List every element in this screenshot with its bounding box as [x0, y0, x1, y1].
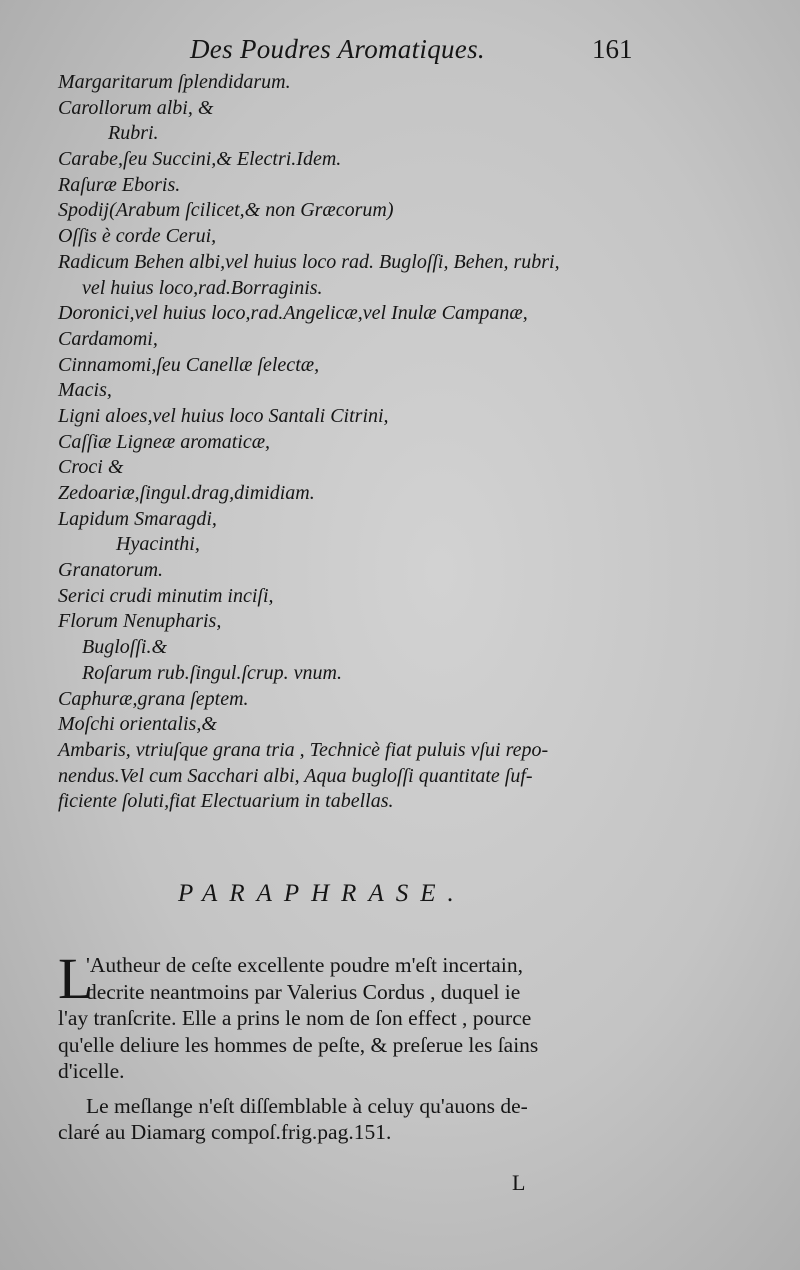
- recipe-line: vel huius loco,rad.Borraginis.: [82, 276, 323, 299]
- paragraph-line: claré au Diamarg compoſ.frig.pag.151.: [58, 1120, 392, 1144]
- recipe-line: Oſſis è corde Cerui,: [58, 225, 217, 248]
- recipe-line: Raſuræ Eboris.: [58, 173, 181, 196]
- recipe-line: Cinnamomi,ſeu Canellæ ſelectæ,: [58, 353, 320, 376]
- section-heading: PARAPHRASE.: [178, 880, 466, 907]
- recipe-line: Radicum Behen albi,vel huius loco rad. Bugloſſi, Behen, rubri,: [58, 250, 560, 273]
- recipe-line: Caphuræ,grana ſeptem.: [58, 687, 249, 710]
- recipe-line: Zedoariæ,ſingul.drag,dimidiam.: [58, 482, 315, 504]
- recipe-line: Hyacinthi,: [116, 533, 200, 556]
- recipe-line: Croci &: [58, 456, 124, 479]
- recipe-line: Roſarum rub.ſingul.ſcrup. vnum.: [82, 661, 342, 684]
- signature-mark: L: [512, 1170, 526, 1195]
- drop-cap: L: [58, 946, 94, 1011]
- recipe-line: Bugloſſi.&: [82, 636, 167, 659]
- recipe-line: Serici crudi minutim inciſi,: [58, 584, 274, 607]
- paragraph-line: 'Autheur de ceſte excellente poudre m'eſt incertain,: [86, 953, 523, 977]
- paragraph-line: Le meſlange n'eſt diſſemblable à celuy qu'auons de-: [86, 1093, 528, 1118]
- recipe-line: Caſſiæ Ligneæ aromaticæ,: [58, 430, 271, 453]
- recipe-line: Doronici,vel huius loco,rad.Angelicæ,vel Inulæ Campanæ,: [58, 302, 528, 325]
- paragraph-line: d'icelle.: [58, 1059, 125, 1083]
- paragraph-line: qu'elle deliure les hommes de peſte, & preſerue les ſains: [58, 1032, 539, 1057]
- recipe-line: ficiente ſoluti,fiat Electuarium in tabellas.: [58, 790, 394, 813]
- recipe-line: Rubri.: [108, 122, 159, 145]
- recipe-line: Granatorum.: [58, 559, 164, 582]
- recipe-line: nendus.Vel cum Sacchari albi, Aqua bugloſſi quantitate ſuf-: [58, 764, 533, 787]
- paragraph-line: decrite neantmoins par Valerius Cordus , duquel ie: [86, 979, 521, 1004]
- recipe-line: Margaritarum ſplendidarum.: [58, 71, 291, 93]
- recipe-line: Moſchi orientalis,&: [58, 713, 217, 736]
- recipe-line: Spodij(Arabum ſcilicet,& non Græcorum): [58, 199, 394, 222]
- recipe-line: Macis,: [58, 379, 112, 402]
- recipe-line: Florum Nenupharis,: [58, 610, 222, 633]
- recipe-line: Cardamomi,: [58, 327, 158, 350]
- page-number: 161: [592, 34, 633, 64]
- recipe-ingredient-list: [58, 70, 560, 815]
- running-header-title: Des Poudres Aromatiques.: [190, 34, 485, 64]
- paragraph-line: l'ay tranſcrite. Elle a prins le nom de ſon effect , pource: [58, 1006, 532, 1030]
- recipe-line: Ligni aloes,vel huius loco Santali Citrini,: [58, 404, 389, 427]
- recipe-line: Carollorum albi, &: [58, 96, 214, 119]
- recipe-line: Ambaris, vtriuſque grana tria , Technicè fiat puluis vſui repo-: [58, 738, 549, 761]
- paraphrase-text: [58, 946, 658, 1146]
- recipe-line: Lapidum Smaragdi,: [58, 507, 217, 530]
- recipe-line: Carabe,ſeu Succini,& Electri.Idem.: [58, 148, 342, 171]
